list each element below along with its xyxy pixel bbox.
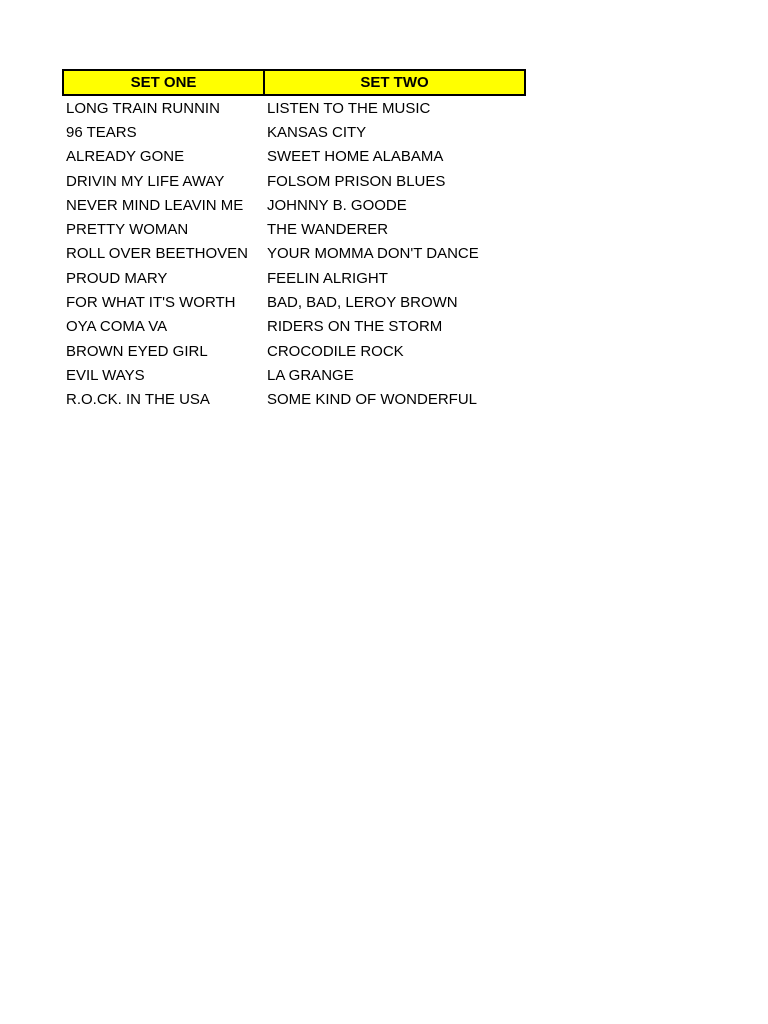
song-set-one: ALREADY GONE: [66, 148, 185, 166]
song-set-two: LA GRANGE: [267, 366, 354, 384]
song-set-one: PRETTY WOMAN: [66, 221, 189, 239]
song-set-two: BAD, BAD, LEROY BROWN: [267, 294, 458, 312]
table-row: [63, 339, 525, 363]
table-row: [63, 363, 525, 387]
header-row: [63, 70, 525, 95]
song-set-two: YOUR MOMMA DON'T DANCE: [267, 245, 479, 263]
setlist-table: [62, 69, 526, 412]
header-set-one: SET ONE: [63, 70, 264, 95]
song-set-two: RIDERS ON THE STORM: [267, 318, 443, 336]
song-set-one: OYA COMA VA: [66, 318, 168, 336]
song-set-two: FEELIN ALRIGHT: [267, 269, 388, 287]
song-set-one: NEVER MIND LEAVIN ME: [66, 196, 244, 214]
song-set-two: JOHNNY B. GOODE: [267, 196, 407, 214]
table-row: [63, 169, 525, 193]
table-row: [63, 120, 525, 144]
song-set-two: CROCODILE ROCK: [267, 342, 404, 360]
song-set-two: SWEET HOME ALABAMA: [267, 148, 444, 166]
song-set-one: FOR WHAT IT'S WORTH: [66, 294, 236, 312]
song-set-two: KANSAS CITY: [267, 123, 367, 141]
song-set-one: 96 TEARS: [66, 123, 137, 141]
header-set-two: SET TWO: [264, 70, 525, 95]
table-row: [63, 95, 525, 120]
table-row: [63, 290, 525, 314]
table-row: [63, 315, 525, 339]
table-row: [63, 145, 525, 169]
song-set-two: SOME KIND OF WONDERFUL: [267, 391, 478, 409]
song-set-one: R.O.CK. IN THE USA: [66, 391, 210, 409]
song-set-two: LISTEN TO THE MUSIC: [267, 99, 431, 117]
song-set-two: FOLSOM PRISON BLUES: [267, 172, 446, 190]
setlist-body: [63, 95, 525, 412]
table-row: [63, 242, 525, 266]
song-set-one: BROWN EYED GIRL: [66, 342, 208, 360]
table-row: [63, 266, 525, 290]
song-set-one: LONG TRAIN RUNNIN: [66, 99, 220, 117]
table-row: [63, 217, 525, 241]
song-set-one: PROUD MARY: [66, 269, 168, 287]
table-row: [63, 193, 525, 217]
song-set-one: EVIL WAYS: [66, 366, 145, 384]
song-set-one: ROLL OVER BEETHOVEN: [66, 245, 248, 263]
setlist-header: [63, 70, 525, 95]
song-set-one: DRIVIN MY LIFE AWAY: [66, 172, 225, 190]
song-set-two: THE WANDERER: [267, 221, 389, 239]
table-row: [63, 388, 525, 412]
